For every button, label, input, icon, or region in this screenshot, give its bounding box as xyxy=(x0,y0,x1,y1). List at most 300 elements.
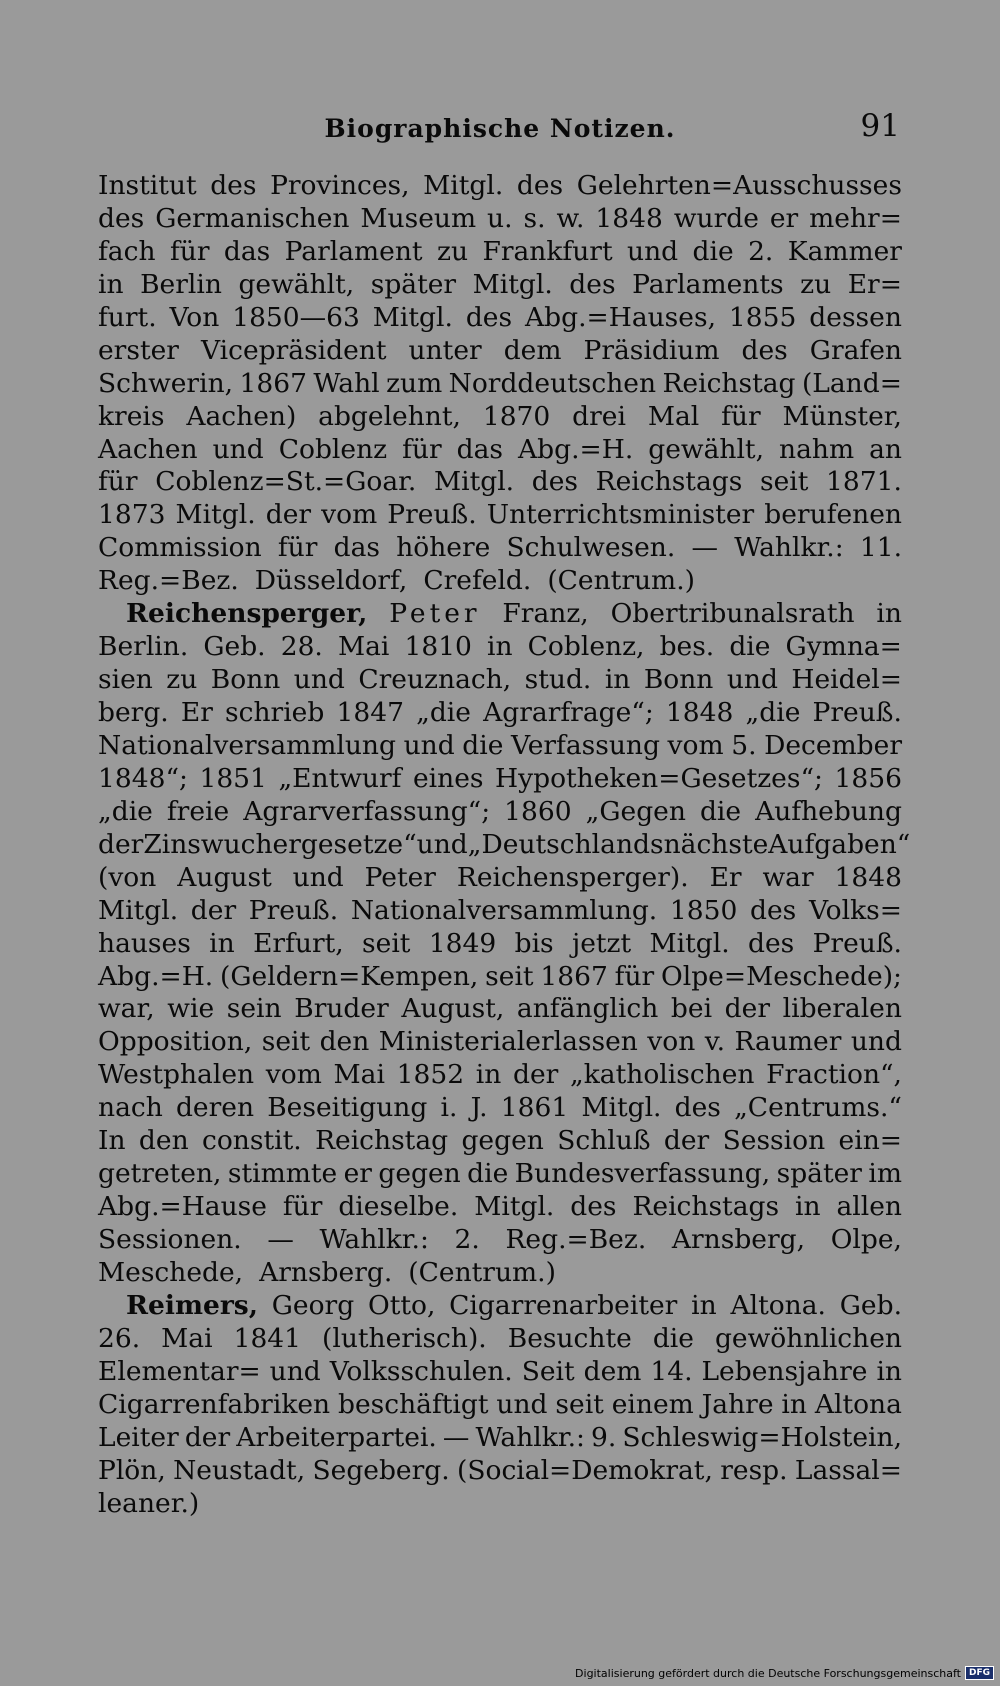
word: dessen xyxy=(809,301,902,333)
word: Opposition, xyxy=(98,1026,253,1058)
word: seit xyxy=(485,960,534,992)
word: 1841 xyxy=(233,1322,302,1354)
word: und xyxy=(403,729,455,761)
word: in xyxy=(98,268,124,300)
word: berg. xyxy=(98,697,169,728)
word: der xyxy=(190,894,237,926)
word: Mitgl. xyxy=(472,268,553,300)
word: 2. xyxy=(748,235,774,267)
word: August, xyxy=(401,993,505,1025)
word: der xyxy=(265,499,312,531)
word: Commission xyxy=(98,532,262,564)
word: 28. xyxy=(280,631,323,663)
word: Preuß. xyxy=(387,499,477,531)
word: eines xyxy=(412,762,484,794)
word: Segeberg. xyxy=(312,1454,450,1486)
word: Aachen xyxy=(98,433,198,465)
word: Mai xyxy=(333,1059,385,1091)
word: Cigarrenfabriken xyxy=(98,1388,331,1420)
word: das xyxy=(223,235,271,267)
word: December xyxy=(764,729,902,761)
word: Preuß. xyxy=(248,894,339,926)
word: Mal xyxy=(647,400,700,432)
word: — xyxy=(691,532,718,564)
word: „die xyxy=(98,795,153,827)
word: Arnsberg. xyxy=(259,1256,393,1288)
word: Crefeld. xyxy=(423,565,532,597)
word: Er= xyxy=(847,268,902,300)
text-line xyxy=(98,335,902,368)
text-line xyxy=(98,236,902,269)
word: 2. xyxy=(454,1224,480,1255)
word: Norddeutschen xyxy=(448,367,657,399)
word: und xyxy=(293,664,345,696)
text-line xyxy=(98,368,902,401)
text-line xyxy=(98,796,902,829)
word: 1855 xyxy=(728,301,797,333)
word: Volks= xyxy=(808,894,902,926)
word: fach xyxy=(98,235,156,267)
word: Reg.=Bez. xyxy=(98,565,239,597)
word: Lassal= xyxy=(794,1454,902,1486)
word: dieselbe. xyxy=(338,1191,459,1223)
word: in xyxy=(876,598,902,630)
text-line xyxy=(98,928,902,961)
word: Besuchte xyxy=(507,1322,632,1354)
word: Westphalen xyxy=(98,1059,255,1091)
word: für xyxy=(614,960,655,992)
word: Reg.=Bez. xyxy=(505,1224,647,1255)
word: 1848 xyxy=(595,202,663,234)
word: und xyxy=(416,828,468,860)
word: Arbeiterpartei. xyxy=(236,1421,437,1453)
word: dem xyxy=(583,1355,642,1387)
word: u. xyxy=(487,202,513,234)
word: das xyxy=(333,532,380,564)
word: in xyxy=(795,1191,821,1223)
word: — xyxy=(267,1224,294,1255)
word: kreis xyxy=(98,400,165,432)
word: Schluß xyxy=(557,1125,651,1157)
word: seit xyxy=(759,466,809,498)
word: Olpe, xyxy=(830,1224,902,1255)
text-line xyxy=(98,1257,902,1290)
word: den xyxy=(138,1125,189,1157)
word: Hypotheken=Gesetzes“; xyxy=(495,762,823,794)
word: zu xyxy=(166,664,198,696)
word: Museum xyxy=(360,202,477,234)
word: der xyxy=(513,1059,559,1091)
word: Nationalversammlung. xyxy=(350,894,658,926)
word: in xyxy=(209,927,235,959)
word: Präsidium xyxy=(583,334,720,366)
word: Georg xyxy=(271,1289,355,1321)
word: Bruder xyxy=(294,993,389,1025)
word: Er xyxy=(709,861,742,893)
word: 5. xyxy=(731,729,757,761)
word: Provinces, xyxy=(270,170,410,201)
text-line xyxy=(98,1422,902,1455)
word: des xyxy=(750,894,797,926)
word: die xyxy=(652,1322,694,1354)
word: wie xyxy=(167,993,215,1025)
word: 1867 xyxy=(540,960,608,992)
word: und xyxy=(850,1026,902,1058)
word: Wahl xyxy=(313,367,380,399)
word: Meschede, xyxy=(98,1256,244,1288)
page-number: 91 xyxy=(860,108,900,144)
word: 9. xyxy=(591,1421,617,1453)
word: die xyxy=(692,235,734,267)
word: bes. xyxy=(659,631,715,663)
text-line xyxy=(98,1125,902,1158)
word: Bonn xyxy=(643,664,714,696)
word: Nationalversammlung xyxy=(98,729,396,761)
word: und xyxy=(269,1355,321,1387)
text-line xyxy=(98,1224,902,1257)
text-line xyxy=(98,499,902,532)
word: 1851 xyxy=(199,762,267,794)
word: Altona. xyxy=(730,1289,826,1321)
word: des xyxy=(210,170,257,201)
word: Parlaments xyxy=(632,268,784,300)
word: Plön, xyxy=(98,1454,166,1486)
text-line xyxy=(98,895,902,928)
text-line xyxy=(98,401,902,434)
word: Kammer xyxy=(787,235,902,267)
word: Leiter xyxy=(98,1421,179,1453)
word: berufenen xyxy=(764,499,902,531)
word: 1850 xyxy=(669,894,738,926)
word: Wahlkr.: xyxy=(475,1421,585,1453)
word: im xyxy=(868,1158,902,1190)
word: Mitgl. xyxy=(372,301,453,333)
word: Seit xyxy=(521,1355,575,1387)
word: 1873 xyxy=(98,499,166,531)
word: „die xyxy=(745,697,801,728)
word: und xyxy=(726,664,778,696)
word: höhere xyxy=(396,532,491,564)
word: Peter xyxy=(364,861,436,893)
word: Bonn xyxy=(210,664,281,696)
word: Otto, xyxy=(367,1289,436,1321)
word: 1860 xyxy=(504,795,572,827)
word: und xyxy=(496,1388,548,1420)
word: Unterrichtsminister xyxy=(486,499,755,531)
word: 1848 xyxy=(665,697,734,728)
word: 1810 xyxy=(404,631,472,663)
running-title: Biographische Notizen. xyxy=(324,114,676,143)
word: Coblenz xyxy=(278,433,388,465)
word: „Centrums.“ xyxy=(734,1092,902,1124)
word: bei xyxy=(670,993,713,1025)
word: allen xyxy=(836,1191,902,1223)
text-line xyxy=(98,664,902,697)
text-line xyxy=(98,1092,902,1125)
word: Schleswig=Holstein, xyxy=(622,1421,902,1453)
word: Obertribunalsrath xyxy=(610,598,855,630)
word: gegen xyxy=(461,1125,544,1157)
text-line xyxy=(98,1323,902,1356)
word: 1867 xyxy=(239,367,307,399)
word: nach xyxy=(98,1092,163,1124)
text-line xyxy=(98,434,902,467)
word: Reichstag xyxy=(315,1125,449,1157)
word: Reichensperger, xyxy=(126,598,368,630)
word: liberalen xyxy=(782,993,902,1025)
word: Abg.=H. xyxy=(98,960,214,992)
word: des xyxy=(674,1092,721,1124)
text-line xyxy=(98,862,902,895)
word: Aufhebung xyxy=(755,795,902,827)
word: Abg.=H. xyxy=(518,433,634,465)
word: Reimers, xyxy=(126,1289,258,1321)
word: 1852 xyxy=(396,1059,465,1091)
word: Düsseldorf, xyxy=(254,565,408,597)
credit-text: Digitalisierung gefördert durch die Deutsche Forschungsgemeinschaft xyxy=(575,1666,961,1680)
word: Olpe=Meschede); xyxy=(661,960,902,992)
word: leaner.) xyxy=(98,1487,200,1519)
word: s. xyxy=(523,202,546,234)
word: Institut xyxy=(98,170,197,201)
text-line xyxy=(98,1059,902,1092)
word: in xyxy=(487,631,513,663)
word: und xyxy=(212,433,264,465)
word: beschäftigt xyxy=(338,1388,489,1420)
word: das xyxy=(456,433,504,465)
word: stud. xyxy=(524,664,592,696)
word: nächste xyxy=(663,828,769,860)
word: unter xyxy=(408,334,482,366)
word: er xyxy=(343,1158,372,1190)
word: des xyxy=(570,1191,617,1223)
word: Reichstags xyxy=(595,466,743,498)
text-line xyxy=(98,1455,902,1488)
word: in xyxy=(475,1059,502,1091)
word: für xyxy=(402,433,442,465)
word: J. xyxy=(470,1092,488,1124)
word: Frankfurt xyxy=(482,235,613,267)
word: Agrarverfassung“; xyxy=(243,795,491,827)
word: Gymna= xyxy=(785,631,902,663)
word: später xyxy=(370,268,457,300)
word: seit xyxy=(261,1026,311,1058)
word: erster xyxy=(98,334,179,366)
word: 1850—63 xyxy=(232,301,360,333)
word: Schulwesen. xyxy=(506,532,676,564)
word: er xyxy=(769,202,799,234)
word: Abg.=Hauses, xyxy=(525,301,716,333)
word: gewählt, xyxy=(238,268,355,300)
word: „die xyxy=(416,697,471,728)
word: in xyxy=(691,1289,717,1321)
word: Von xyxy=(169,301,220,333)
word: der xyxy=(184,1421,231,1453)
word: Sessionen. xyxy=(98,1224,242,1255)
word: zu xyxy=(437,235,469,267)
text-line xyxy=(98,170,902,203)
word: Coblenz=St.=Goar. xyxy=(155,466,417,498)
word: Session xyxy=(722,1125,826,1157)
word: (Land= xyxy=(801,367,902,399)
dfg-logo-icon: DFG xyxy=(965,1666,994,1680)
word: Altona xyxy=(814,1388,902,1420)
word: an xyxy=(869,433,902,465)
word: Aachen) xyxy=(186,400,297,432)
word: des xyxy=(747,927,795,959)
word: der xyxy=(663,1125,710,1157)
word: Mai xyxy=(337,631,390,663)
word: (Centrum.) xyxy=(547,565,695,597)
word: seit xyxy=(555,1388,604,1420)
word: „Deutschlands xyxy=(467,828,664,860)
word: Geb. xyxy=(203,631,266,663)
word: Raumer xyxy=(734,1026,842,1058)
word: Agrarfrage“; xyxy=(483,697,654,728)
text-line xyxy=(98,302,902,335)
word: Fraction“, xyxy=(766,1059,902,1091)
word: (Geldern=Kempen, xyxy=(220,960,479,992)
word: i. xyxy=(440,1092,458,1124)
word: (Social=Demokrat, xyxy=(457,1454,713,1486)
word: und xyxy=(292,861,344,893)
word: — xyxy=(442,1421,470,1453)
word: in xyxy=(604,664,631,696)
text-line xyxy=(98,1356,902,1389)
word: Bundesverfassung, xyxy=(514,1158,771,1190)
word: hauses xyxy=(98,927,191,959)
word: seit xyxy=(362,927,411,959)
word: schrieb xyxy=(225,697,325,728)
word: sein xyxy=(226,993,282,1025)
word: Franz, xyxy=(502,598,589,630)
word: Verfassung xyxy=(510,729,660,761)
word: den xyxy=(319,1026,370,1058)
word: 26. xyxy=(98,1322,141,1354)
text-line xyxy=(98,532,902,565)
word: Wahlkr.: xyxy=(319,1224,429,1255)
word: Cigarrenarbeiter xyxy=(449,1289,678,1321)
word: Beseitigung xyxy=(267,1092,428,1124)
word: Preuß. xyxy=(812,927,902,959)
word: des xyxy=(98,202,145,234)
word: die xyxy=(729,631,771,663)
word: Jahre xyxy=(701,1388,774,1420)
word: drei xyxy=(572,400,626,432)
word: Mitgl. xyxy=(433,466,515,498)
word: getreten, xyxy=(98,1158,222,1190)
word: für xyxy=(282,1191,323,1223)
word: nahm xyxy=(779,433,855,465)
word: Mitgl. xyxy=(98,894,179,926)
word: 1861 xyxy=(500,1092,569,1124)
text-line xyxy=(98,269,902,302)
word: ein= xyxy=(838,1125,902,1157)
word: die xyxy=(699,795,742,827)
word: in xyxy=(781,1388,807,1420)
word: war, xyxy=(98,993,155,1025)
word: gewählt, xyxy=(648,433,765,465)
word: deren xyxy=(175,1092,255,1124)
word: (von xyxy=(98,861,157,893)
word: (lutherisch). xyxy=(322,1322,487,1354)
word: mehr= xyxy=(809,202,902,234)
word: 1856 xyxy=(834,762,902,794)
word: Peter xyxy=(389,598,481,630)
digitization-credit xyxy=(575,1666,994,1680)
word: des xyxy=(516,170,564,201)
text-line xyxy=(98,565,902,598)
word: 1848“; xyxy=(98,762,188,794)
word: des xyxy=(741,334,788,366)
word: für xyxy=(98,466,138,498)
word: freie xyxy=(166,795,230,827)
word: Mitgl. xyxy=(581,1092,662,1124)
running-head xyxy=(100,108,900,148)
word: bis xyxy=(514,927,554,959)
text-line xyxy=(98,1191,902,1224)
word: 1848 xyxy=(834,861,902,893)
word: Wahlkr.: xyxy=(734,532,844,564)
text-line xyxy=(98,828,911,862)
word: vom xyxy=(667,729,724,761)
word: constit. xyxy=(202,1125,302,1157)
word: Münster, xyxy=(782,400,902,432)
word: v. xyxy=(704,1026,726,1058)
word: Zinswuchergesetze“ xyxy=(143,828,417,860)
word: Parlament xyxy=(284,235,423,267)
word: Reichstag xyxy=(662,367,796,399)
word: sien xyxy=(98,664,153,696)
word: resp. xyxy=(720,1454,788,1486)
word: August xyxy=(177,861,272,893)
word: Germanischen xyxy=(155,202,350,234)
word: 1849 xyxy=(428,927,497,959)
word: Mai xyxy=(161,1322,213,1354)
word: anfänglich xyxy=(516,993,659,1025)
word: „katholischen xyxy=(570,1059,755,1091)
text-line xyxy=(98,961,902,994)
word: gegen xyxy=(378,1158,461,1190)
word: Abg.=Hause xyxy=(98,1191,267,1223)
word: Creuznach, xyxy=(358,664,512,696)
word: Mitgl. xyxy=(649,927,730,959)
word: und xyxy=(627,235,679,267)
word: Coblenz, xyxy=(527,631,645,663)
word: die xyxy=(467,1158,509,1190)
word: Schwerin, xyxy=(98,367,234,399)
word: 1847 xyxy=(336,697,404,728)
word: der xyxy=(724,993,770,1025)
word: gewöhnlichen xyxy=(714,1322,902,1354)
word: „Gegen xyxy=(585,795,686,827)
word: Berlin xyxy=(140,268,222,300)
word: Vicepräsident xyxy=(200,334,387,366)
word: abgelehnt, xyxy=(318,400,461,432)
word: stimmte xyxy=(227,1158,338,1190)
text-line xyxy=(98,466,902,499)
body-text xyxy=(98,170,911,1520)
word: Heidel= xyxy=(791,664,902,696)
word: vom xyxy=(321,499,378,531)
word: Berlin. xyxy=(98,631,189,663)
word: 14. xyxy=(650,1355,693,1387)
word: Er xyxy=(180,697,213,728)
word: des xyxy=(531,466,579,498)
word: des xyxy=(569,268,616,300)
word: Aufgaben“ xyxy=(768,828,911,860)
word: Mitgl. xyxy=(423,170,504,201)
